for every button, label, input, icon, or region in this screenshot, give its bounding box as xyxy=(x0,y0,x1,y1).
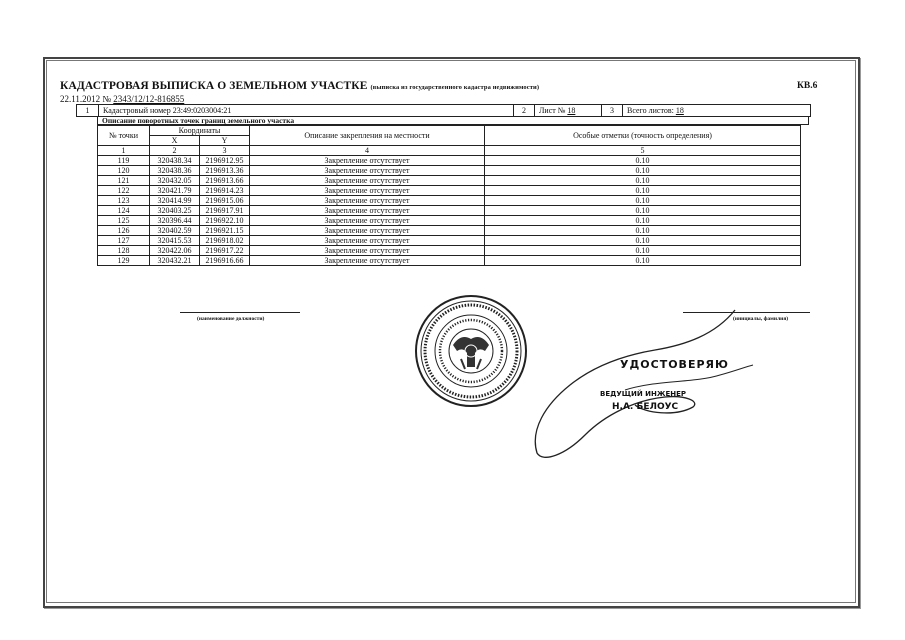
x-cell: 320438.36 xyxy=(150,166,200,176)
desc-cell: Закрепление отсутствует xyxy=(250,166,485,176)
col-header-coords: Координаты xyxy=(150,126,250,136)
point-cell: 119 xyxy=(98,156,150,166)
name-caption: (инициалы, фамилия) xyxy=(733,316,789,322)
point-cell: 120 xyxy=(98,166,150,176)
note-cell: 0.10 xyxy=(485,156,801,166)
point-cell: 128 xyxy=(98,246,150,256)
col2-number: 2 xyxy=(514,105,535,116)
point-cell: 125 xyxy=(98,216,150,226)
y-cell: 2196922.10 xyxy=(200,216,250,226)
sheet-cell xyxy=(535,105,602,116)
point-cell: 124 xyxy=(98,206,150,216)
table-row xyxy=(98,176,801,186)
point-cell: 127 xyxy=(98,236,150,246)
note-cell: 0.10 xyxy=(485,226,801,236)
desc-cell: Закрепление отсутствует xyxy=(250,186,485,196)
point-cell: 123 xyxy=(98,196,150,206)
total-number: 18 xyxy=(675,106,684,115)
points-table xyxy=(97,125,801,266)
document-title xyxy=(60,80,539,92)
desc-cell: Закрепление отсутствует xyxy=(250,226,485,236)
col-header-desc: Описание закрепления на местности xyxy=(250,126,485,146)
position-caption: (наименование должности) xyxy=(197,316,265,322)
signer-position: ВЕДУЩИЙ ИНЖЕНЕР xyxy=(600,390,687,398)
x-cell: 320396.44 xyxy=(150,216,200,226)
point-cell: 121 xyxy=(98,176,150,186)
y-cell: 2196921.15 xyxy=(200,226,250,236)
x-cell: 320403.25 xyxy=(150,206,200,216)
desc-cell: Закрепление отсутствует xyxy=(250,156,485,166)
note-cell: 0.10 xyxy=(485,256,801,266)
y-cell: 2196915.06 xyxy=(200,196,250,206)
col-header-notes: Особые отметки (точность определения) xyxy=(485,126,801,146)
desc-cell: Закрепление отсутствует xyxy=(250,246,485,256)
x-cell: 320432.21 xyxy=(150,256,200,266)
doc-number: 2343/12/12-816855 xyxy=(113,94,185,104)
col-header-y: Y xyxy=(200,136,250,146)
title-text: КАДАСТРОВАЯ ВЫПИСКА О ЗЕМЕЛЬНОМ УЧАСТКЕ xyxy=(60,80,368,92)
point-cell: 126 xyxy=(98,226,150,236)
x-cell: 320421.79 xyxy=(150,186,200,196)
signer-name: Н.А. БЕЛОУС xyxy=(612,402,679,412)
handwritten-signature xyxy=(525,305,755,465)
y-cell: 2196916.66 xyxy=(200,256,250,266)
desc-cell: Закрепление отсутствует xyxy=(250,176,485,186)
col-index-5: 5 xyxy=(485,146,801,156)
table-row xyxy=(98,256,801,266)
point-cell: 122 xyxy=(98,186,150,196)
sheet-label: Лист № xyxy=(539,106,566,115)
x-cell: 320415.53 xyxy=(150,236,200,246)
col3-number: 3 xyxy=(602,105,623,116)
table-row xyxy=(98,166,801,176)
total-label: Всего листов: xyxy=(627,106,674,115)
form-code: КВ.6 xyxy=(797,81,818,91)
table-row xyxy=(98,216,801,226)
sheet-number: 18 xyxy=(567,106,576,115)
x-cell: 320422.06 xyxy=(150,246,200,256)
table-row xyxy=(98,196,801,206)
desc-cell: Закрепление отсутствует xyxy=(250,216,485,226)
table-row xyxy=(98,226,801,236)
x-cell: 320438.34 xyxy=(150,156,200,166)
desc-cell: Закрепление отсутствует xyxy=(250,206,485,216)
y-cell: 2196917.22 xyxy=(200,246,250,256)
col-header-point: № точки xyxy=(98,126,150,146)
x-cell: 320402.59 xyxy=(150,226,200,236)
note-cell: 0.10 xyxy=(485,196,801,206)
note-cell: 0.10 xyxy=(485,206,801,216)
row-number: 1 xyxy=(77,105,99,116)
y-cell: 2196913.36 xyxy=(200,166,250,176)
y-cell: 2196918.02 xyxy=(200,236,250,246)
note-cell: 0.10 xyxy=(485,186,801,196)
date-prefix: 22.11.2012 № xyxy=(60,94,112,104)
x-cell: 320432.05 xyxy=(150,176,200,186)
note-cell: 0.10 xyxy=(485,176,801,186)
y-cell: 2196917.91 xyxy=(200,206,250,216)
col-header-x: X xyxy=(150,136,200,146)
col-index-3: 3 xyxy=(200,146,250,156)
date-line xyxy=(60,94,184,104)
note-cell: 0.10 xyxy=(485,166,801,176)
total-cell xyxy=(623,105,810,116)
y-cell: 2196912.95 xyxy=(200,156,250,166)
title-subtitle: (выписка из государственного кадастра недвижимости) xyxy=(370,84,540,91)
note-cell: 0.10 xyxy=(485,236,801,246)
table-row xyxy=(98,186,801,196)
y-cell: 2196913.66 xyxy=(200,176,250,186)
col-index-1: 1 xyxy=(98,146,150,156)
col-index-4: 4 xyxy=(250,146,485,156)
y-cell: 2196914.23 xyxy=(200,186,250,196)
note-cell: 0.10 xyxy=(485,216,801,226)
desc-cell: Закрепление отсутствует xyxy=(250,196,485,206)
col-index-2: 2 xyxy=(150,146,200,156)
table-row xyxy=(98,236,801,246)
table-row xyxy=(98,206,801,216)
section-title: Описание поворотных точек границ земельного участка xyxy=(97,116,809,125)
table-row xyxy=(98,156,801,166)
cadastral-number: Кадастровый номер 23:49:0203004:21 xyxy=(99,105,514,116)
point-cell: 129 xyxy=(98,256,150,266)
table-row xyxy=(98,246,801,256)
certify-label: УДОСТОВЕРЯЮ xyxy=(620,358,729,371)
note-cell: 0.10 xyxy=(485,246,801,256)
x-cell: 320414.99 xyxy=(150,196,200,206)
position-sig-line xyxy=(180,312,300,313)
desc-cell: Закрепление отсутствует xyxy=(250,256,485,266)
official-seal xyxy=(413,293,529,409)
desc-cell: Закрепление отсутствует xyxy=(250,236,485,246)
